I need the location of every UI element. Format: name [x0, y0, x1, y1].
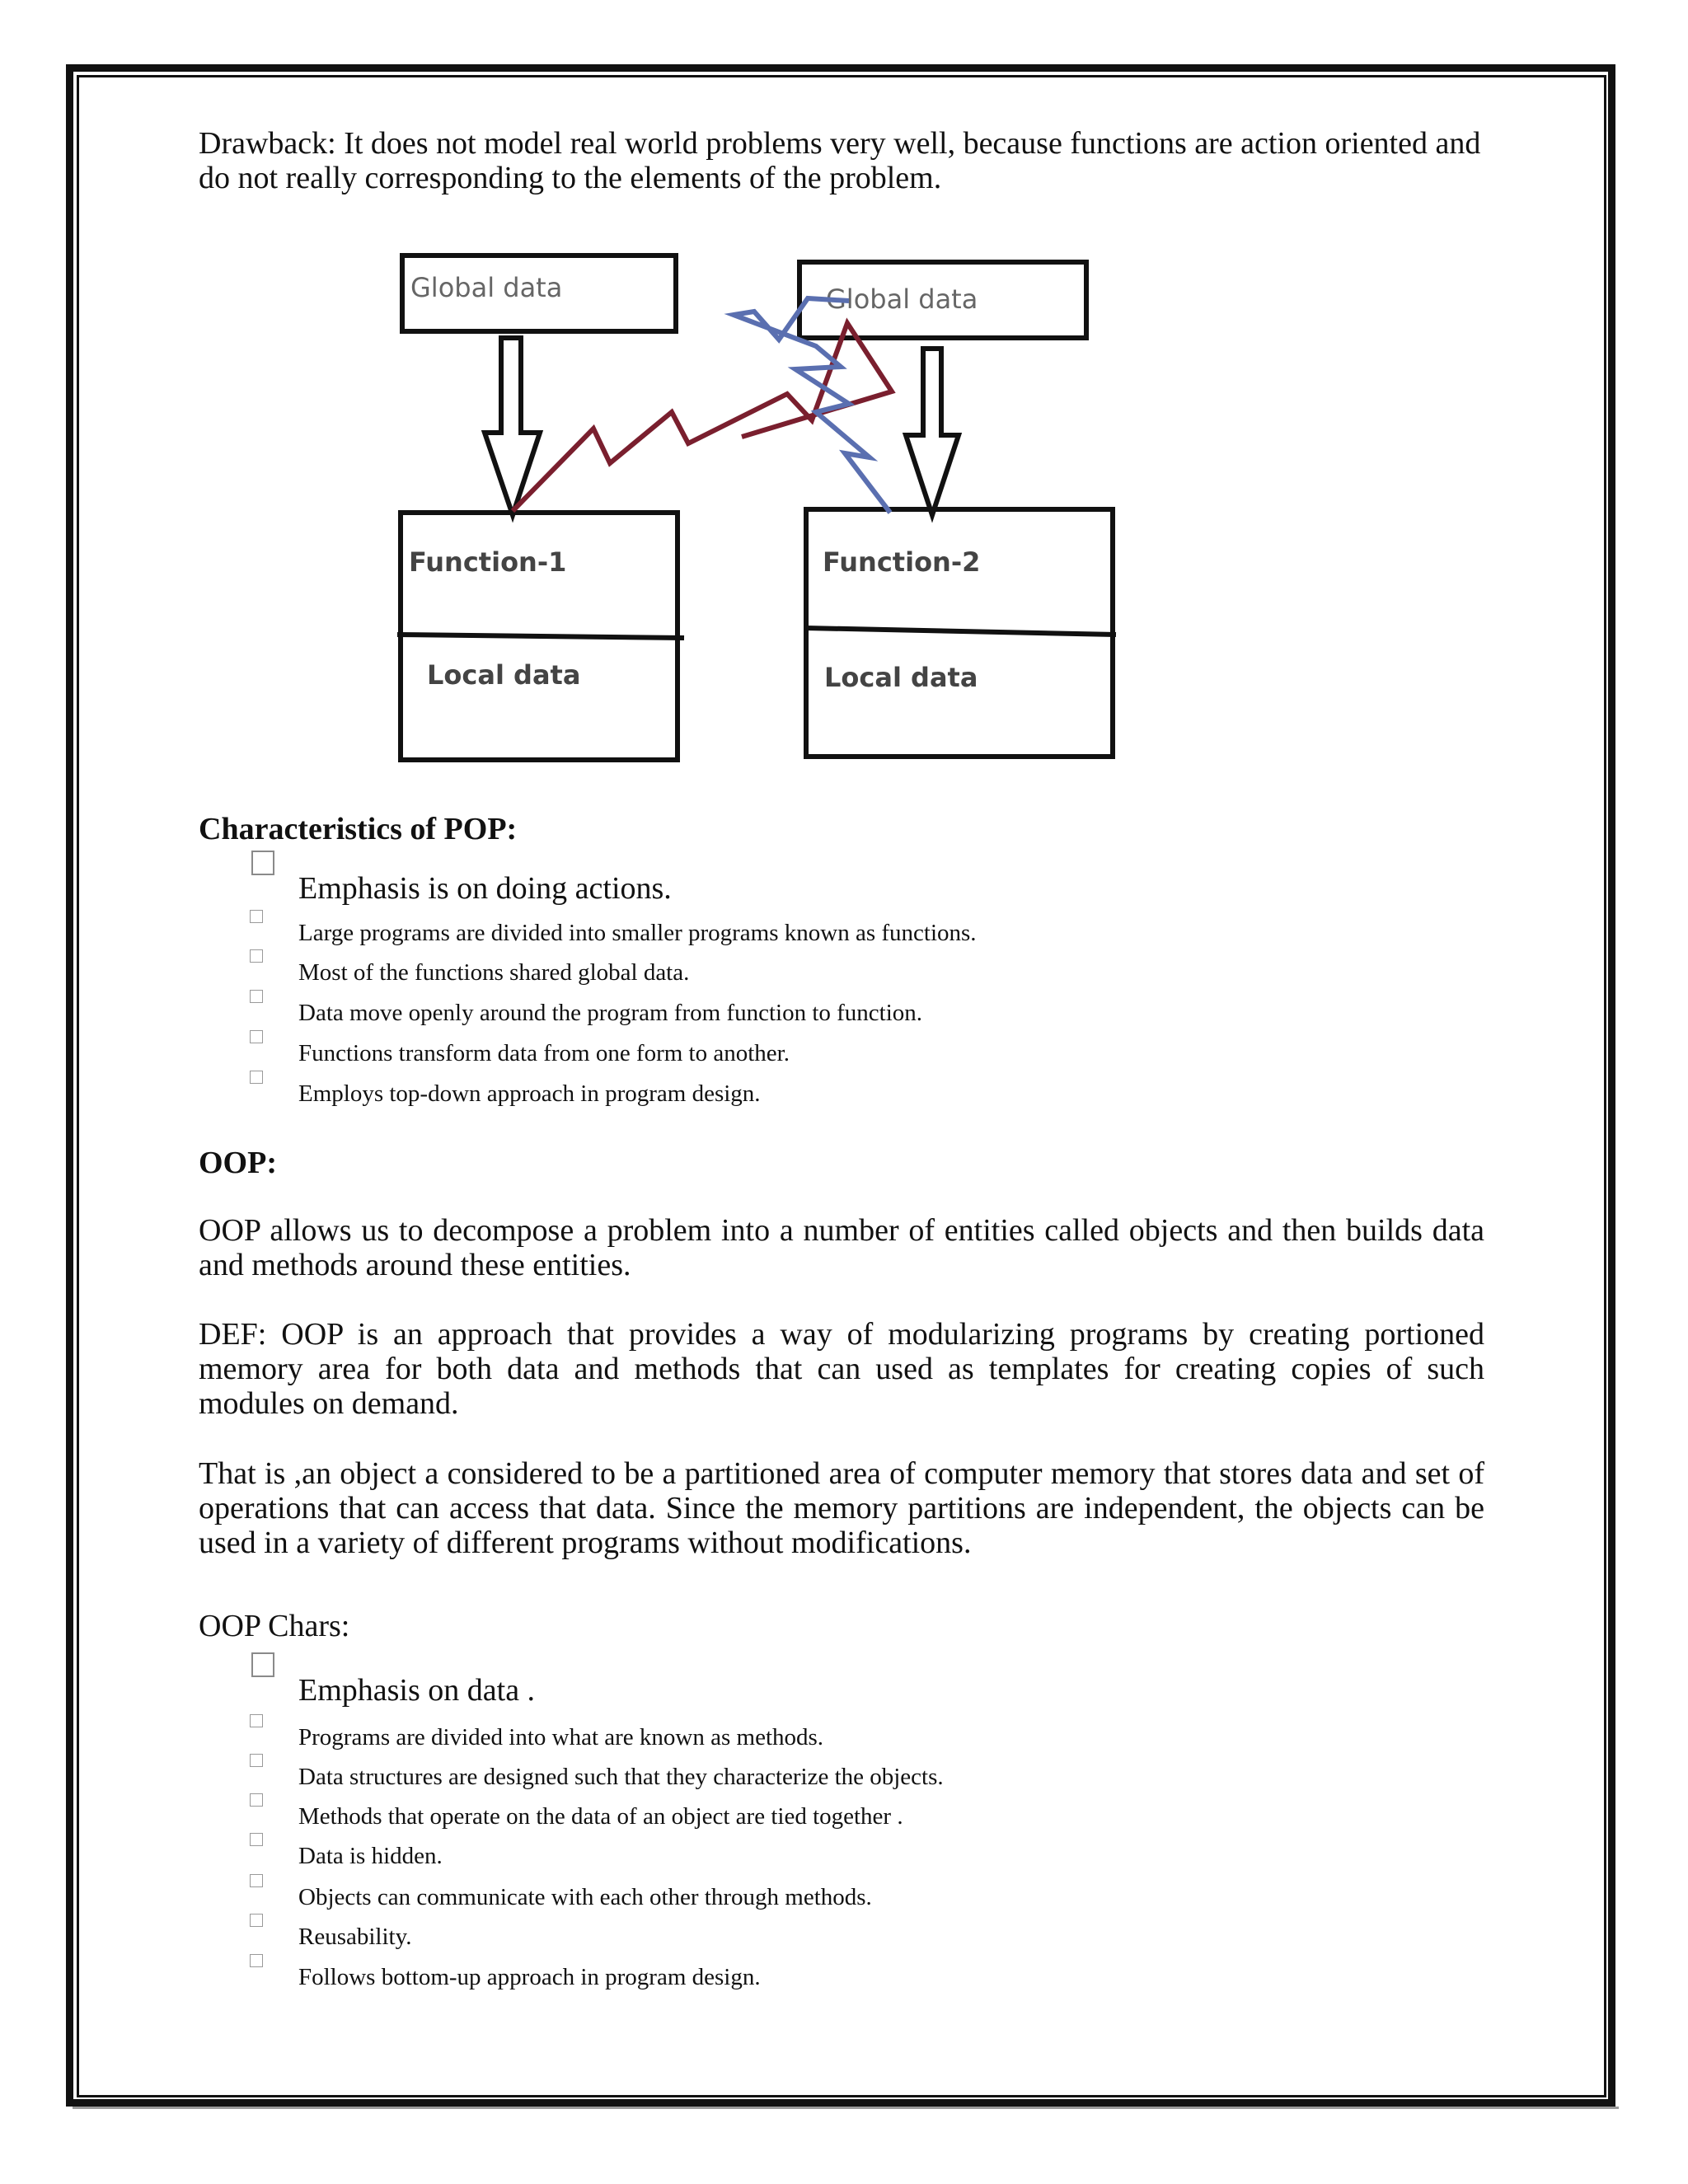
bullet-box-icon — [250, 1954, 263, 1967]
oop-heading: OOP: — [199, 1146, 277, 1180]
global-data-label-2: Global data — [826, 284, 978, 315]
pop-diagram — [387, 247, 1129, 775]
list-item-text: Employs top-down approach in program design. — [298, 1080, 761, 1107]
oop-paragraph-1: OOP allows us to decompose a problem into a number of entities called objects and then builds data and methods around these entities. — [199, 1213, 1484, 1282]
bullet-box-icon — [251, 1652, 274, 1677]
local-data-label-1: Local data — [427, 659, 581, 691]
bullet-box-icon — [250, 990, 263, 1003]
list-item — [0, 908, 1688, 948]
pop-heading: Characteristics of POP: — [199, 812, 518, 846]
bullet-box-icon — [250, 949, 263, 963]
list-item — [0, 1831, 1688, 1871]
list-item — [0, 1752, 1688, 1792]
bullet-box-icon — [251, 851, 274, 875]
arrow-down-2 — [906, 349, 959, 515]
bullet-box-icon — [250, 1833, 263, 1846]
list-item — [0, 988, 1688, 1028]
list-item-text: Data structures are designed such that they characterize the objects. — [298, 1764, 944, 1790]
local-data-label-2: Local data — [824, 662, 978, 693]
list-item — [0, 1952, 1688, 1992]
list-item — [0, 1872, 1688, 1912]
list-item-text: Large programs are divided into smaller programs known as functions. — [298, 920, 977, 946]
list-item-text: Functions transform data from one form to another. — [298, 1040, 790, 1066]
bullet-box-icon — [250, 1754, 263, 1767]
function-divider-1 — [397, 635, 684, 638]
bullet-box-icon — [250, 1030, 263, 1043]
page-border-shadow — [73, 2107, 1619, 2109]
list-item — [0, 1029, 1688, 1068]
bullet-box-icon — [250, 1914, 263, 1927]
list-item-text: Data is hidden. — [298, 1843, 443, 1869]
function-label-2: Function-2 — [823, 546, 981, 578]
list-item — [0, 851, 1688, 906]
list-item — [0, 1713, 1688, 1752]
list-item — [0, 1792, 1688, 1831]
bullet-box-icon — [250, 1714, 263, 1727]
list-item-text: Programs are divided into what are known as methods. — [298, 1724, 824, 1750]
function-divider-2 — [806, 628, 1116, 635]
maroon-zigzag — [513, 323, 892, 511]
list-item — [0, 1069, 1688, 1108]
drawback-paragraph: Drawback: It does not model real world problems very well, because functions are action oriented and do not really corresponding to the elements of the problem. — [199, 126, 1481, 195]
list-item — [0, 1652, 1688, 1708]
list-item-text: Emphasis is on doing actions. — [298, 871, 672, 906]
list-item-text: Reusability. — [298, 1924, 412, 1950]
oop-paragraph-2: DEF: OOP is an approach that provides a way of modularizing programs by creating portioned memory area for both data and methods that can used as templates for creating copies of such modules on demand. — [199, 1317, 1484, 1421]
bullet-box-icon — [250, 1793, 263, 1807]
oop-chars-heading: OOP Chars: — [199, 1609, 350, 1643]
global-data-label-1: Global data — [410, 272, 563, 303]
list-item — [0, 1912, 1688, 1952]
list-item-text: Methods that operate on the data of an object are tied together . — [298, 1803, 903, 1830]
list-item-text: Objects can communicate with each other through methods. — [298, 1884, 872, 1910]
function-label-1: Function-1 — [409, 546, 567, 578]
list-item-text: Follows bottom-up approach in program design. — [298, 1964, 761, 1990]
list-item-text: Data move openly around the program from function to function. — [298, 1000, 923, 1026]
bullet-box-icon — [250, 1874, 263, 1887]
bullet-box-icon — [250, 1071, 263, 1084]
list-item-text: Most of the functions shared global data. — [298, 959, 690, 986]
list-item — [0, 948, 1688, 987]
bullet-box-icon — [250, 910, 263, 923]
list-item-text: Emphasis on data . — [298, 1673, 536, 1708]
oop-paragraph-3: That is ,an object a considered to be a partitioned area of computer memory that stores data and set of operations that can access that data. Since the memory partitions are independent, the objects can be used in a variety of different programs without modifications. — [199, 1456, 1484, 1560]
